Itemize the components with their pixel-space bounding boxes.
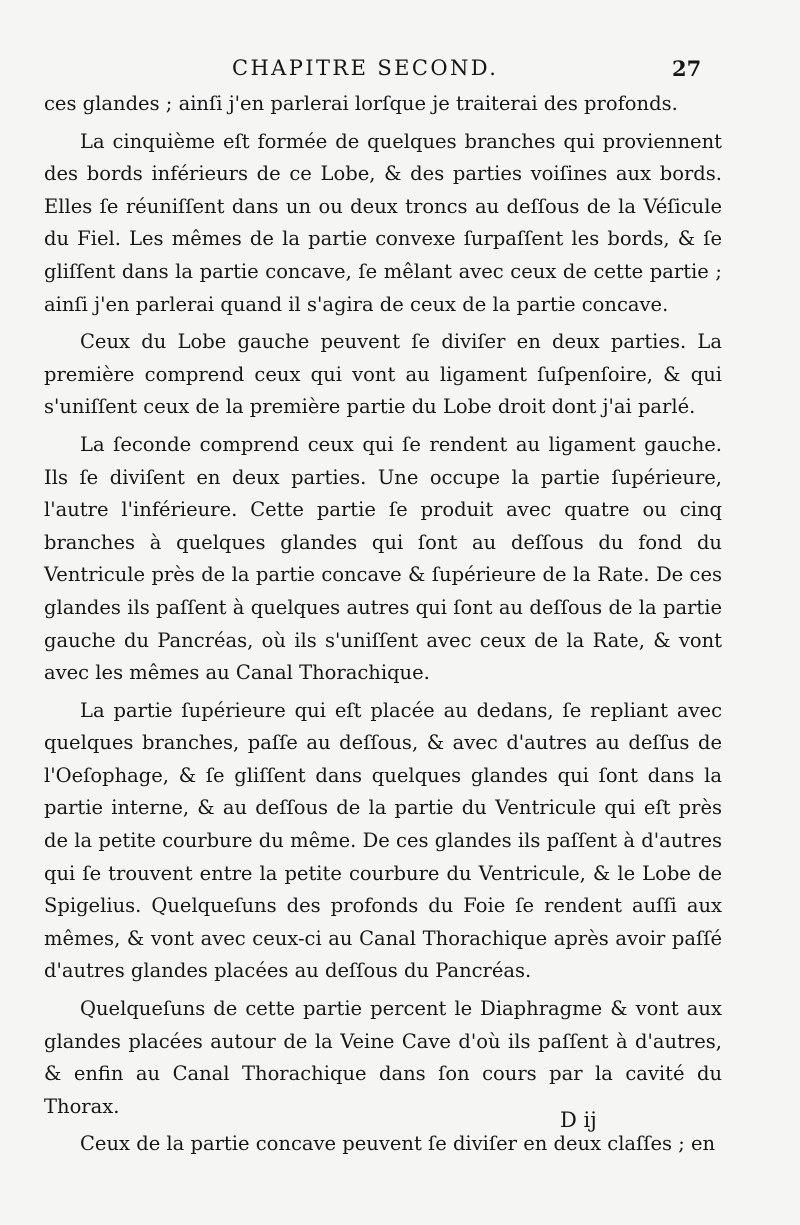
paragraph-continuation: ces glandes ; ainſi j'en parlerai lorſque je traiterai des profonds. bbox=[44, 92, 678, 115]
paragraph: La partie ſupérieure qui eſt placée au dedans, ſe repliant avec quelques branches, paſſe au deſſous, & avec d'autres au deſſus de l'Oeſophage, & ſe gliſſent dans quelques glandes qui ſont dans la partie interne, & au deſſous de la partie du Ventricule qui eſt près de la petite courbure du même. De ces glandes ils paſſent à d'autres qui ſe trouvent entre la petite courbure du Ventricule, & le Lobe de Spigelius. Quelqueſuns des profonds du Foie ſe rendent auſſi aux mêmes, & vont avec ceux-ci au Canal Thorachique après avoir paſſé d'autres glandes placées au deſſous du Pancréas. bbox=[44, 698, 722, 983]
signature-mark: D ij bbox=[560, 1108, 597, 1132]
paragraph: Ceux de la partie concave peuvent ſe diviſer en deux claſſes ; en bbox=[80, 1132, 716, 1156]
paragraph: La cinquième eſt formée de quelques branches qui proviennent des bords inférieurs de ce Lobe, & des parties voiſines aux bords. Elles ſe réuniſſent dans un ou deux troncs au deſſous de la Véſicule du Fiel. Les mêmes de la partie convexe ſurpaſſent les bords, & ſe gliſſent dans la partie concave, ſe mêlant avec ceux de cette partie ; ainſi j'en parlerai quand il s'agira de ceux de la partie concave. bbox=[44, 129, 722, 316]
paragraph: La ſeconde comprend ceux qui ſe rendent au ligament gauche. Ils ſe diviſent en deux parties. Une occupe la partie ſupérieure, l'autre l'inférieure. Cette partie ſe produit avec quatre ou cinq branches à quelques glandes qui ſont au deſſous du fond du Ventricule près de la partie concave & ſupérieure de la Rate. De ces glandes ils paſſent à quelques autres qui ſont au deſſous de la partie gauche du Pancréas, où ils s'uniſſent avec ceux de la Rate, & vont avec les mêmes au Canal Thorachique. bbox=[44, 432, 722, 685]
chapter-title: CHAPITRE SECOND. bbox=[232, 56, 499, 80]
body-text bbox=[44, 88, 722, 1166]
paragraph: Quelqueſuns de cette partie percent le Diaphragme & vont aux glandes placées autour de la Veine Cave d'où ils paſſent à d'autres, & enfin au Canal Thorachique dans ſon cours par la cavité du Thorax. bbox=[44, 997, 722, 1118]
page-number: 27 bbox=[672, 56, 702, 81]
paragraph: Ceux du Lobe gauche peuvent ſe diviſer en deux parties. La première comprend ceux qui vont au ligament ſuſpenſoire, & qui s'uniſſent ceux de la première partie du Lobe droit dont j'ai parlé. bbox=[44, 330, 722, 419]
running-head bbox=[0, 56, 800, 86]
